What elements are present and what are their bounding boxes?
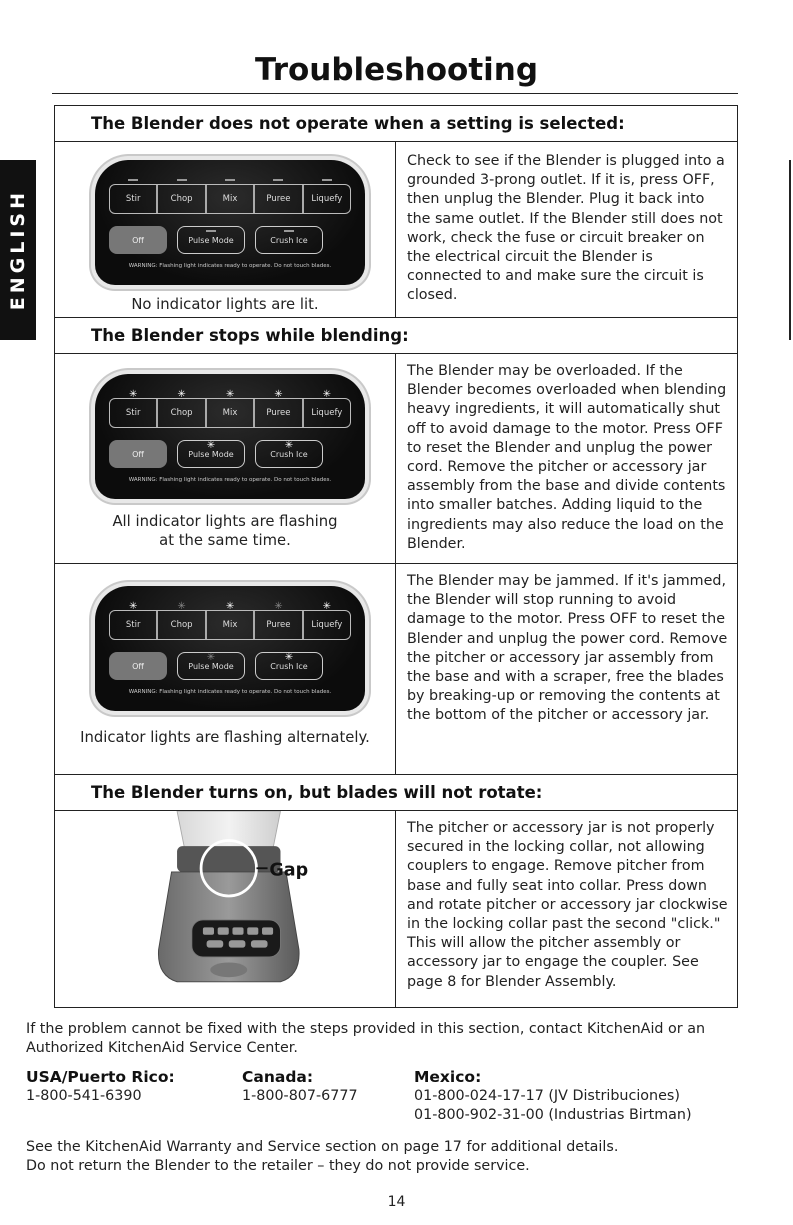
crush-ice-button: ✳ Crush Ice [255,440,323,468]
contact-usa [26,1067,175,1106]
solution-text: Check to see if the Blender is plugged into a grounded 3-prong outlet. If it is, press OFF, then unplug the Blender. Plug it back into the same outlet. If the Blender still does not work, check the fuse or circuit breaker on the electrical circuit the Blender is connected to and make sure the circuit is closed. [406,153,725,304]
contact-numbers [26,1067,766,1147]
off-button: Off [109,226,167,254]
page-number: 14 [387,1194,406,1210]
liquefy-button: ✳ Liquefy [311,389,343,418]
stir-button: Stir [110,185,158,213]
language-tab-label: ENGLISH [7,189,29,311]
chop-button: ✳ Chop [158,399,206,427]
section-heading: The Blender does not operate when a setting is selected: [55,106,737,142]
contact-intro: If the problem cannot be fixed with the steps provided in this section, contact KitchenAid or an Authorized KitchenAid Service Center. [26,1021,706,1056]
troubleshoot-row [55,564,737,774]
mix-button: ✳ Mix [207,399,255,427]
mexico-phone-2: 01-800-902-31-00 (Industrias Birtman) [414,1107,692,1123]
puree-button: Puree [255,185,303,213]
usa-phone: 1-800-541-6390 [26,1088,142,1104]
crush-ice-button: ✳ Crush Ice [255,652,323,680]
illustration-cell [55,564,396,774]
gap-label: Gap [269,860,309,881]
control-panel-illustration [95,586,365,711]
solution-text: The Blender may be overloaded. If the Blender becomes overloaded when blending heavy ingredients, it will automatically shut off to avoid damage to the motor. Press OFF to reset the Blender and unplug the power cord. Remove the pitcher or accessory jar assembly from the base and divide contents into smaller batches. Adding liquid to the ingredients may also reduce the load on the Blender. [406,363,727,552]
illustration-cell [55,142,396,317]
stir-button: ✳ Stir [110,611,158,639]
panel-warning: WARNING: Flashing light indicates ready to operate. Do not touch blades. [128,263,332,269]
edge-mark [789,160,791,340]
return-note: Do not return the Blender to the retailer – they do not provide service. [26,1158,530,1174]
canada-label: Canada: [242,1068,314,1086]
panel-warning: WARNING: Flashing light indicates ready to operate. Do not touch blades. [128,477,332,483]
illustration-cell [55,354,396,563]
stir-button: ✳ Stir [110,399,158,427]
illustration-caption-line-2: at the same time. [159,532,291,549]
warranty-note: See the KitchenAid Warranty and Service section on page 17 for additional details. [26,1139,619,1155]
control-panel-illustration [95,160,365,285]
solution-text: The pitcher or accessory jar is not properly secured in the locking collar, not allowing couplers to engage. Remove pitcher from base and fully seat into collar. Press down and rotate pitcher or accessory jar clockwise in the locking collar past the second "click." This will allow the pitcher assembly or accessory jar to engage the coupler. See page 8 for Blender Assembly. [406,820,728,990]
mexico-phone-1: 01-800-024-17-17 (JV Distribuciones) [414,1088,680,1104]
page-title: Troubleshooting [254,52,539,88]
liquefy-button: Liquefy [304,185,350,213]
contact-mexico [414,1067,692,1125]
language-tab [0,160,36,340]
chop-button: Chop [158,185,206,213]
chop-button: ✳ Chop [158,611,206,639]
usa-label: USA/Puerto Rico: [26,1068,175,1086]
illustration-cell [55,811,396,1007]
speed-button-strip [109,184,351,214]
troubleshoot-row [55,354,737,564]
pulse-mode-button: ✳ Pulse Mode [177,652,245,680]
speed-button-strip [109,601,351,640]
off-button: Off [109,652,167,680]
illustration-caption: No indicator lights are lit. [131,296,319,313]
pulse-mode-button: Pulse Mode [177,226,245,254]
troubleshoot-row [55,142,737,317]
section-not-operating [54,105,738,318]
mix-button: ✳ Mix [207,611,255,639]
solution-text: The Blender may be jammed. If it's jammed, the Blender will stop running to avoid damage to the motor. Press OFF to reset the Blender and unplug the power cord. Remove the pitcher or accessory jar assembly from the base and with a scraper, free the blades by breaking-up or removing the contents at the bottom of the pitcher or accessory jar. [406,573,728,724]
crush-ice-button: Crush Ice [255,226,323,254]
mexico-label: Mexico: [414,1068,482,1086]
puree-button: ✳ Puree [255,611,303,639]
panel-warning: WARNING: Flashing light indicates ready to operate. Do not touch blades. [128,689,332,695]
pulse-mode-button: ✳ Pulse Mode [177,440,245,468]
puree-button: ✳ Puree [255,399,303,427]
illustration-caption-line-1: All indicator lights are flashing [112,513,338,530]
blender-gap-illustration [55,811,397,992]
illustration-caption: Indicator lights are flashing alternately. [80,729,370,746]
section-blades-not-rotating [54,775,738,1008]
control-panel-illustration [95,374,365,499]
title-divider [52,93,738,94]
off-button: Off [109,440,167,468]
liquefy-button: ✳ Liquefy [311,601,343,630]
section-heading: The Blender stops while blending: [55,318,737,354]
speed-button-strip [109,389,351,428]
mix-button: Mix [207,185,255,213]
section-heading: The Blender turns on, but blades will not rotate: [55,775,737,811]
canada-phone: 1-800-807-6777 [242,1088,358,1104]
contact-canada [242,1067,358,1106]
section-stops-blending [54,318,738,775]
troubleshoot-row [55,811,737,1007]
